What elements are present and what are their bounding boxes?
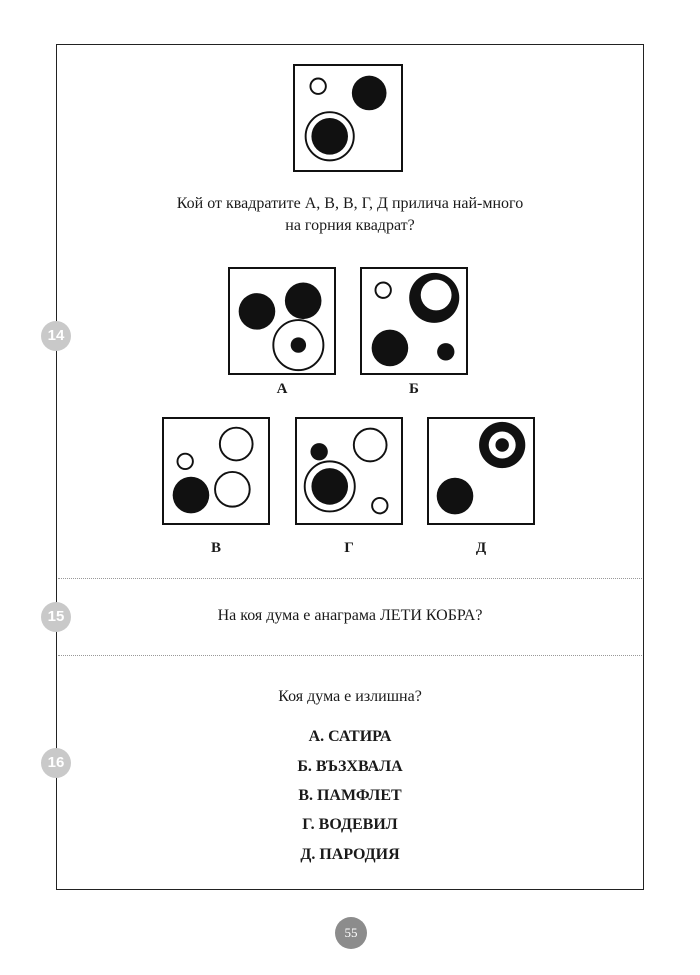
option-d-circles bbox=[429, 419, 533, 523]
option-square-b[interactable] bbox=[360, 267, 468, 375]
option-label-a: А bbox=[276, 381, 288, 397]
option-b-circles bbox=[362, 269, 466, 373]
question-15-badge: 15 bbox=[41, 602, 71, 632]
question-16-badge: 16 bbox=[41, 748, 71, 778]
word-option-v[interactable]: В. ПАМФЛЕТ bbox=[298, 787, 402, 804]
option-v-circles bbox=[164, 419, 268, 523]
question-16-prompt: Коя дума е излишна? bbox=[278, 688, 422, 705]
word-option-b[interactable]: Б. ВЪЗХВАЛА bbox=[297, 758, 403, 775]
option-label-v: В bbox=[210, 540, 221, 556]
word-option-g[interactable]: Г. ВОДЕВИЛ bbox=[302, 816, 398, 833]
divider-15-16 bbox=[58, 655, 642, 656]
reference-circles bbox=[295, 66, 401, 170]
option-g-circles bbox=[297, 419, 401, 523]
page-number: 55 bbox=[335, 917, 367, 949]
option-label-g: Г bbox=[344, 540, 354, 556]
divider-14-15 bbox=[58, 578, 642, 579]
reference-square bbox=[293, 64, 403, 172]
question-14-badge: 14 bbox=[41, 321, 71, 351]
word-option-a[interactable]: А. САТИРА bbox=[308, 728, 392, 745]
option-label-d: Д bbox=[475, 540, 487, 556]
word-option-d[interactable]: Д. ПАРОДИЯ bbox=[300, 846, 400, 863]
option-square-g[interactable] bbox=[295, 417, 403, 525]
option-square-a[interactable] bbox=[228, 267, 336, 375]
option-square-v[interactable] bbox=[162, 417, 270, 525]
question-15-prompt: На коя дума е анаграма ЛЕТИ КОБРА? bbox=[217, 607, 483, 624]
option-label-b: Б bbox=[409, 381, 419, 397]
option-a-circles bbox=[230, 269, 334, 373]
option-square-d[interactable] bbox=[427, 417, 535, 525]
question-14-prompt-line1: Кой от квадратите А, В, В, Г, Д прилича най-много bbox=[176, 195, 524, 212]
question-14-prompt-line2: на горния квадрат? bbox=[285, 217, 415, 234]
